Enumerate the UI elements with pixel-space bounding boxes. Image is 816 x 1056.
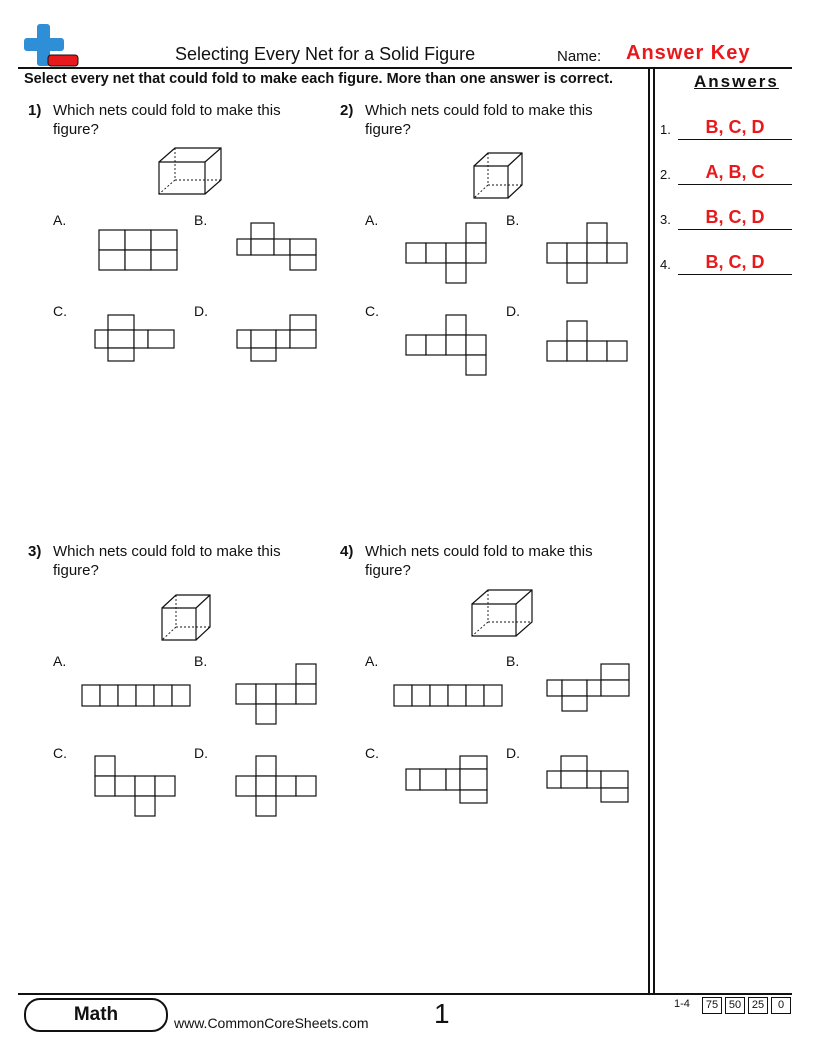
net-option-a[interactable] bbox=[81, 684, 193, 708]
net-option-b[interactable] bbox=[546, 663, 632, 713]
question-number: 2) bbox=[340, 102, 354, 119]
option-label: B. bbox=[506, 653, 520, 669]
net-option-d[interactable] bbox=[546, 755, 632, 805]
answer-number: 3. bbox=[660, 212, 671, 227]
answer-column-divider-left bbox=[648, 67, 650, 993]
net-option-c[interactable] bbox=[94, 755, 178, 819]
option-label: A. bbox=[53, 212, 67, 228]
net-option-a[interactable] bbox=[405, 222, 489, 286]
answers-title: Answers bbox=[694, 72, 779, 91]
option-label: A. bbox=[365, 212, 379, 228]
question-text: Which nets could fold to make this figure? bbox=[53, 543, 281, 579]
answer-value: B, C, D bbox=[705, 117, 765, 137]
subject-label: Math bbox=[73, 1004, 119, 1025]
score-range-label: 1-4 bbox=[674, 998, 690, 1010]
answer-key-label: Answer Key bbox=[626, 42, 751, 64]
name-label: Name: bbox=[557, 48, 602, 65]
answer-row bbox=[660, 112, 792, 140]
answer-row bbox=[660, 202, 792, 230]
question-text: Which nets could fold to make this figure? bbox=[365, 543, 593, 579]
option-label: C. bbox=[365, 303, 379, 319]
answer-line bbox=[678, 184, 792, 185]
net-option-a[interactable] bbox=[98, 229, 180, 271]
question-text: Which nets could fold to make this figure? bbox=[53, 102, 281, 138]
net-option-d[interactable] bbox=[235, 755, 319, 819]
score-box: 75 bbox=[702, 997, 722, 1014]
option-label: A. bbox=[53, 653, 67, 669]
cube-figure bbox=[468, 586, 536, 640]
cube-figure bbox=[155, 144, 225, 198]
answer-number: 2. bbox=[660, 167, 671, 182]
cube-figure bbox=[158, 592, 214, 644]
answer-line bbox=[678, 229, 792, 230]
answer-row bbox=[660, 157, 792, 185]
option-label: B. bbox=[194, 653, 208, 669]
answer-value: B, C, D bbox=[705, 252, 765, 272]
answer-line bbox=[678, 274, 792, 275]
option-label: D. bbox=[506, 745, 520, 761]
bottom-divider bbox=[18, 993, 792, 995]
answer-line bbox=[678, 139, 792, 140]
net-option-b[interactable] bbox=[546, 222, 630, 286]
option-label: B. bbox=[506, 212, 520, 228]
question-number: 4) bbox=[340, 543, 354, 560]
cube-figure bbox=[470, 150, 526, 202]
net-option-c[interactable] bbox=[405, 755, 491, 805]
answer-number: 1. bbox=[660, 122, 671, 137]
score-box: 25 bbox=[748, 997, 768, 1014]
answer-value: B, C, D bbox=[705, 207, 765, 227]
net-option-c[interactable] bbox=[94, 314, 178, 364]
page-number: 1 bbox=[434, 998, 450, 1029]
option-label: D. bbox=[194, 303, 208, 319]
score-box: 50 bbox=[725, 997, 745, 1014]
net-option-a[interactable] bbox=[393, 684, 505, 708]
option-label: C. bbox=[53, 745, 67, 761]
worksheet-title: Selecting Every Net for a Solid Figure bbox=[175, 44, 476, 64]
net-option-b[interactable] bbox=[235, 663, 319, 727]
answer-value: A, B, C bbox=[705, 162, 765, 182]
option-label: A. bbox=[365, 653, 379, 669]
instructions: Select every net that could fold to make each figure. More than one answer is correct. bbox=[24, 71, 614, 87]
subject-badge bbox=[24, 998, 168, 1032]
footer-website: www.CommonCoreSheets.com bbox=[174, 1015, 369, 1031]
option-label: C. bbox=[365, 745, 379, 761]
score-box: 0 bbox=[771, 997, 791, 1014]
net-option-b[interactable] bbox=[236, 222, 320, 272]
option-label: D. bbox=[506, 303, 520, 319]
option-label: B. bbox=[194, 212, 208, 228]
answer-row bbox=[660, 247, 792, 275]
option-label: D. bbox=[194, 745, 208, 761]
option-label: C. bbox=[53, 303, 67, 319]
answer-number: 4. bbox=[660, 257, 671, 272]
question-number: 1) bbox=[28, 102, 42, 119]
plus-minus-logo-icon bbox=[22, 22, 80, 68]
net-option-d[interactable] bbox=[236, 314, 320, 364]
question-number: 3) bbox=[28, 543, 42, 560]
question-text: Which nets could fold to make this figure? bbox=[365, 102, 593, 138]
logo bbox=[22, 22, 80, 68]
net-option-d[interactable] bbox=[546, 320, 630, 364]
top-divider bbox=[18, 67, 792, 69]
net-option-c[interactable] bbox=[405, 314, 489, 378]
answer-column-divider-right bbox=[653, 67, 655, 993]
